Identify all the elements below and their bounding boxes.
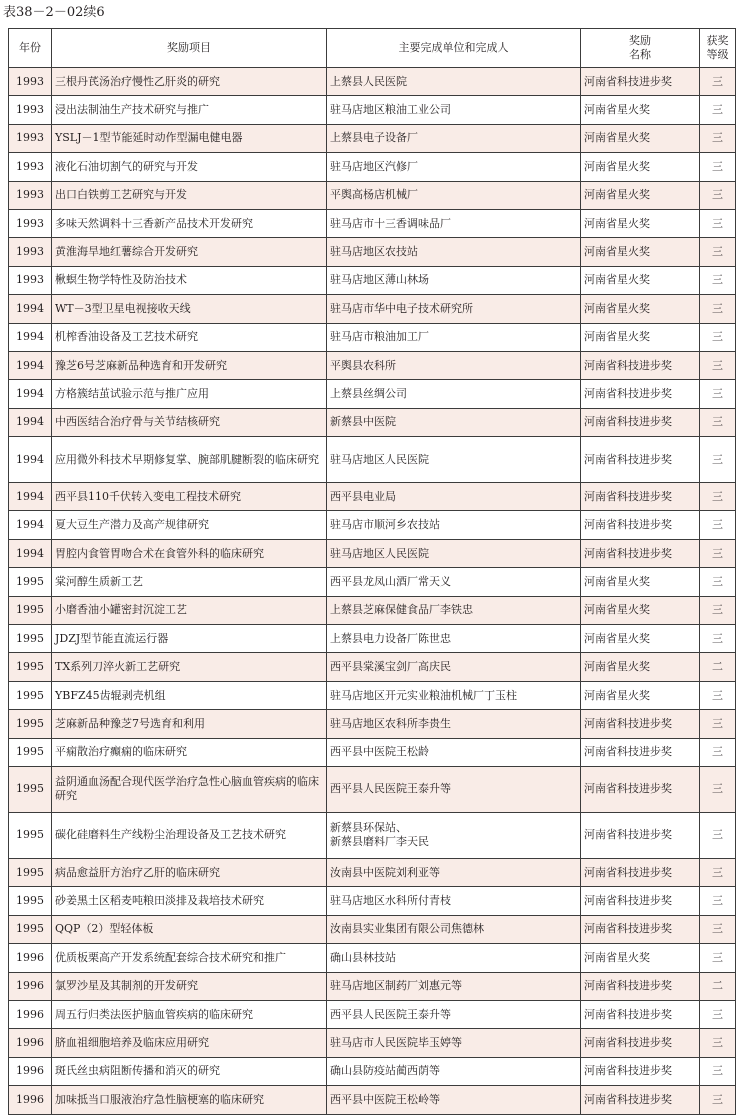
table-row	[9, 625, 736, 653]
cell-award: 河南省科技进步奖	[581, 972, 700, 1000]
cell-unit: 确山县防疫站蔺西荫等	[327, 1057, 581, 1085]
cell-award: 河南省星火奖	[581, 181, 700, 209]
cell-award: 河南省科技进步奖	[581, 437, 700, 483]
cell-project: 浸出法制油生产技术研究与推广	[52, 96, 327, 124]
cell-project: 氯罗沙星及其制剂的开发研究	[52, 972, 327, 1000]
table-row	[9, 96, 736, 124]
cell-grade: 三	[700, 539, 736, 567]
cell-award: 河南省科技进步奖	[581, 915, 700, 943]
cell-award: 河南省科技进步奖	[581, 858, 700, 886]
header-year: 年份	[9, 29, 52, 68]
header-award-text: 奖励 名称	[629, 34, 651, 61]
cell-year: 1995	[9, 625, 52, 653]
cell-grade: 三	[700, 944, 736, 972]
cell-year: 1996	[9, 1057, 52, 1085]
cell-project: 方格簇结茧试验示范与推广应用	[52, 380, 327, 408]
cell-award: 河南省星火奖	[581, 124, 700, 152]
cell-year: 1995	[9, 738, 52, 766]
cell-year: 1993	[9, 238, 52, 266]
cell-project: 病品愈益肝方治疗乙肝的临床研究	[52, 858, 327, 886]
cell-year: 1993	[9, 209, 52, 237]
cell-unit: 新蔡县环保站、 新蔡县磨料厂李天民	[327, 812, 581, 858]
cell-award: 河南省科技进步奖	[581, 710, 700, 738]
cell-grade: 三	[700, 681, 736, 709]
cell-project: 胃腔内食管胃吻合术在食管外科的临床研究	[52, 539, 327, 567]
cell-unit: 上蔡县丝绸公司	[327, 380, 581, 408]
cell-grade: 三	[700, 766, 736, 812]
cell-year: 1994	[9, 483, 52, 511]
cell-project: 出口白铁剪工艺研究与开发	[52, 181, 327, 209]
cell-grade: 三	[700, 738, 736, 766]
cell-unit: 确山县林技站	[327, 944, 581, 972]
table-row	[9, 238, 736, 266]
table-row	[9, 710, 736, 738]
cell-unit: 西平县中医院王松岭等	[327, 1086, 581, 1114]
table-row	[9, 351, 736, 379]
cell-award: 河南省星火奖	[581, 209, 700, 237]
cell-project: 豫芝6号芝麻新品种选育和开发研究	[52, 351, 327, 379]
cell-award: 河南省科技进步奖	[581, 1086, 700, 1114]
cell-year: 1995	[9, 766, 52, 812]
cell-grade: 三	[700, 380, 736, 408]
cell-unit: 驻马店市粮油加工厂	[327, 323, 581, 351]
cell-project: 三根丹芪汤治疗慢性乙肝炎的研究	[52, 68, 327, 96]
cell-project: 小磨香油小罐密封沉淀工艺	[52, 596, 327, 624]
cell-grade: 三	[700, 295, 736, 323]
cell-year: 1995	[9, 568, 52, 596]
cell-award: 河南省星火奖	[581, 653, 700, 681]
cell-award: 河南省星火奖	[581, 295, 700, 323]
table-caption: 表38－2－02续6	[3, 5, 105, 20]
cell-award: 河南省星火奖	[581, 681, 700, 709]
cell-project: 多味天然调料十三香新产品技术开发研究	[52, 209, 327, 237]
cell-year: 1993	[9, 181, 52, 209]
header-unit: 主要完成单位和完成人	[327, 29, 581, 68]
cell-unit: 驻马店地区粮油工业公司	[327, 96, 581, 124]
cell-grade: 三	[700, 266, 736, 294]
cell-grade: 三	[700, 437, 736, 483]
cell-unit: 西平县棠溪宝剑厂高庆民	[327, 653, 581, 681]
cell-year: 1994	[9, 437, 52, 483]
cell-grade: 二	[700, 972, 736, 1000]
cell-grade: 三	[700, 568, 736, 596]
cell-grade: 三	[700, 408, 736, 436]
cell-project: 西平县110千伏转入变电工程技术研究	[52, 483, 327, 511]
cell-unit: 上蔡县电力设备厂陈世忠	[327, 625, 581, 653]
cell-unit: 上蔡县电子设备厂	[327, 124, 581, 152]
cell-unit: 西平县龙凤山酒厂常天义	[327, 568, 581, 596]
cell-year: 1995	[9, 915, 52, 943]
awards-table	[8, 28, 736, 1115]
cell-project: YSLJ－1型节能延时动作型漏电健电器	[52, 124, 327, 152]
table-row	[9, 437, 736, 483]
table-row	[9, 596, 736, 624]
table-row	[9, 972, 736, 1000]
cell-unit: 驻马店市人民医院毕玉婷等	[327, 1029, 581, 1057]
cell-unit: 西平县电业局	[327, 483, 581, 511]
cell-year: 1995	[9, 887, 52, 915]
cell-award: 河南省科技进步奖	[581, 766, 700, 812]
cell-unit: 驻马店地区农技站	[327, 238, 581, 266]
cell-grade: 三	[700, 511, 736, 539]
cell-unit: 新蔡县中医院	[327, 408, 581, 436]
cell-grade: 三	[700, 1000, 736, 1028]
cell-project: 平痫散治疗癫痫的临床研究	[52, 738, 327, 766]
cell-project: TX系列刀淬火新工艺研究	[52, 653, 327, 681]
cell-unit: 平舆县农科所	[327, 351, 581, 379]
cell-grade: 三	[700, 625, 736, 653]
table-body	[9, 68, 736, 1115]
cell-award: 河南省星火奖	[581, 238, 700, 266]
table-row	[9, 209, 736, 237]
cell-unit: 西平县人民医院王泰升等	[327, 766, 581, 812]
table-row	[9, 539, 736, 567]
cell-unit: 驻马店地区农科所李贵生	[327, 710, 581, 738]
cell-year: 1994	[9, 295, 52, 323]
cell-unit: 驻马店市十三香调味品厂	[327, 209, 581, 237]
cell-award: 河南省星火奖	[581, 944, 700, 972]
cell-grade: 三	[700, 1029, 736, 1057]
table-header-row	[9, 29, 736, 68]
cell-unit: 驻马店市华中电子技术研究所	[327, 295, 581, 323]
cell-award: 河南省星火奖	[581, 266, 700, 294]
cell-year: 1996	[9, 944, 52, 972]
cell-year: 1995	[9, 812, 52, 858]
table-row	[9, 124, 736, 152]
table-row	[9, 738, 736, 766]
cell-award: 河南省科技进步奖	[581, 380, 700, 408]
cell-grade: 三	[700, 1086, 736, 1114]
cell-project: 加味抵当口服液治疗急性脑梗塞的临床研究	[52, 1086, 327, 1114]
table-row	[9, 1057, 736, 1085]
table-row	[9, 887, 736, 915]
cell-year: 1993	[9, 96, 52, 124]
cell-project: 液化石油切割气的研究与开发	[52, 153, 327, 181]
cell-project: 棠河醇生质新工艺	[52, 568, 327, 596]
table-row	[9, 812, 736, 858]
table-row	[9, 568, 736, 596]
cell-unit: 驻马店地区开元实业粮油机械厂丁玉柱	[327, 681, 581, 709]
cell-grade: 三	[700, 483, 736, 511]
table-row	[9, 181, 736, 209]
cell-project: 夏大豆生产潜力及高产规律研究	[52, 511, 327, 539]
cell-project: YBFZ45齿辊剥壳机组	[52, 681, 327, 709]
cell-award: 河南省科技进步奖	[581, 351, 700, 379]
cell-project: 益阴通血汤配合现代医学治疗急性心脑血管疾病的临床研究	[52, 766, 327, 812]
cell-year: 1996	[9, 972, 52, 1000]
cell-unit: 汝南县实业集团有限公司焦德林	[327, 915, 581, 943]
cell-year: 1995	[9, 710, 52, 738]
cell-year: 1994	[9, 380, 52, 408]
cell-project: 砂姜黑土区稻麦吨粮田淡排及栽培技术研究	[52, 887, 327, 915]
table-row	[9, 944, 736, 972]
cell-award: 河南省科技进步奖	[581, 738, 700, 766]
cell-project: 黄淮海旱地红薯综合开发研究	[52, 238, 327, 266]
table-row	[9, 858, 736, 886]
cell-award: 河南省科技进步奖	[581, 539, 700, 567]
table-row	[9, 653, 736, 681]
cell-award: 河南省科技进步奖	[581, 1029, 700, 1057]
cell-award: 河南省科技进步奖	[581, 483, 700, 511]
cell-award: 河南省星火奖	[581, 96, 700, 124]
cell-grade: 三	[700, 351, 736, 379]
cell-project: QQP（2）型轻体板	[52, 915, 327, 943]
cell-unit: 上蔡县人民医院	[327, 68, 581, 96]
cell-project: 周五行归类法医护脑血管疾病的临床研究	[52, 1000, 327, 1028]
table-row	[9, 681, 736, 709]
cell-year: 1995	[9, 653, 52, 681]
header-award	[581, 29, 700, 68]
table-row	[9, 1000, 736, 1028]
cell-award: 河南省科技进步奖	[581, 812, 700, 858]
cell-award: 河南省星火奖	[581, 323, 700, 351]
cell-award: 河南省星火奖	[581, 596, 700, 624]
cell-project: 斑氏丝虫病阻断传播和消灭的研究	[52, 1057, 327, 1085]
cell-unit: 驻马店地区制药厂刘惠元等	[327, 972, 581, 1000]
cell-grade: 三	[700, 181, 736, 209]
cell-year: 1996	[9, 1029, 52, 1057]
cell-year: 1996	[9, 1000, 52, 1028]
cell-project: WT－3型卫星电视接收天线	[52, 295, 327, 323]
cell-unit: 驻马店地区水科所付青枝	[327, 887, 581, 915]
cell-year: 1995	[9, 596, 52, 624]
cell-grade: 三	[700, 68, 736, 96]
cell-year: 1995	[9, 858, 52, 886]
table-row	[9, 68, 736, 96]
cell-year: 1993	[9, 68, 52, 96]
cell-project: JDZJ型节能直流运行器	[52, 625, 327, 653]
table-row	[9, 380, 736, 408]
cell-grade: 三	[700, 153, 736, 181]
cell-unit: 驻马店地区人民医院	[327, 539, 581, 567]
cell-award: 河南省科技进步奖	[581, 408, 700, 436]
cell-year: 1994	[9, 511, 52, 539]
cell-award: 河南省科技进步奖	[581, 511, 700, 539]
cell-award: 河南省科技进步奖	[581, 887, 700, 915]
cell-year: 1994	[9, 351, 52, 379]
cell-grade: 三	[700, 96, 736, 124]
cell-unit: 驻马店地区汽修厂	[327, 153, 581, 181]
cell-unit: 汝南县中医院刘利亚等	[327, 858, 581, 886]
cell-year: 1993	[9, 124, 52, 152]
cell-unit: 平舆高杨店机械厂	[327, 181, 581, 209]
cell-project: 芝麻新品种豫芝7号选育和利用	[52, 710, 327, 738]
cell-grade: 三	[700, 124, 736, 152]
table-row	[9, 295, 736, 323]
header-grade-text: 获奖 等级	[706, 34, 729, 61]
cell-unit: 西平县中医院王松龄	[327, 738, 581, 766]
cell-project: 楸螟生物学特性及防治技术	[52, 266, 327, 294]
cell-unit: 西平县人民医院王泰升等	[327, 1000, 581, 1028]
cell-award: 河南省星火奖	[581, 568, 700, 596]
cell-grade: 三	[700, 596, 736, 624]
cell-year: 1993	[9, 266, 52, 294]
cell-award: 河南省科技进步奖	[581, 1000, 700, 1028]
table-row	[9, 483, 736, 511]
cell-year: 1994	[9, 539, 52, 567]
cell-award: 河南省星火奖	[581, 153, 700, 181]
cell-project: 中西医结合治疗骨与关节结核研究	[52, 408, 327, 436]
cell-grade: 三	[700, 915, 736, 943]
table-row	[9, 511, 736, 539]
cell-grade: 三	[700, 1057, 736, 1085]
table-row	[9, 266, 736, 294]
cell-grade: 三	[700, 209, 736, 237]
table-row	[9, 915, 736, 943]
cell-project: 应用微外科技术早期修复掌、腕部肌腱断裂的临床研究	[52, 437, 327, 483]
cell-project: 优质板栗高产开发系统配套综合技术研究和推广	[52, 944, 327, 972]
table-row	[9, 323, 736, 351]
cell-unit: 上蔡县芝麻保健食品厂李铁忠	[327, 596, 581, 624]
cell-grade: 三	[700, 710, 736, 738]
cell-grade: 三	[700, 858, 736, 886]
table-row	[9, 1086, 736, 1114]
cell-grade: 三	[700, 887, 736, 915]
cell-unit: 驻马店地区人民医院	[327, 437, 581, 483]
cell-unit: 驻马店地区薄山林场	[327, 266, 581, 294]
table-row	[9, 1029, 736, 1057]
cell-project: 机榨香油设备及工艺技术研究	[52, 323, 327, 351]
table-row	[9, 153, 736, 181]
cell-project: 碳化硅磨料生产线粉尘治理设备及工艺技术研究	[52, 812, 327, 858]
cell-year: 1993	[9, 153, 52, 181]
header-project: 奖励项目	[52, 29, 327, 68]
table-row	[9, 408, 736, 436]
cell-award: 河南省科技进步奖	[581, 68, 700, 96]
header-grade	[700, 29, 736, 68]
cell-year: 1994	[9, 323, 52, 351]
cell-award: 河南省星火奖	[581, 625, 700, 653]
table-row	[9, 766, 736, 812]
cell-year: 1994	[9, 408, 52, 436]
cell-award: 河南省科技进步奖	[581, 1057, 700, 1085]
cell-grade: 三	[700, 238, 736, 266]
cell-unit: 驻马店市顺河乡农技站	[327, 511, 581, 539]
cell-year: 1995	[9, 681, 52, 709]
cell-year: 1996	[9, 1086, 52, 1114]
cell-grade: 二	[700, 653, 736, 681]
cell-grade: 三	[700, 323, 736, 351]
cell-project: 脐血祖细胞培养及临床应用研究	[52, 1029, 327, 1057]
cell-grade: 三	[700, 812, 736, 858]
